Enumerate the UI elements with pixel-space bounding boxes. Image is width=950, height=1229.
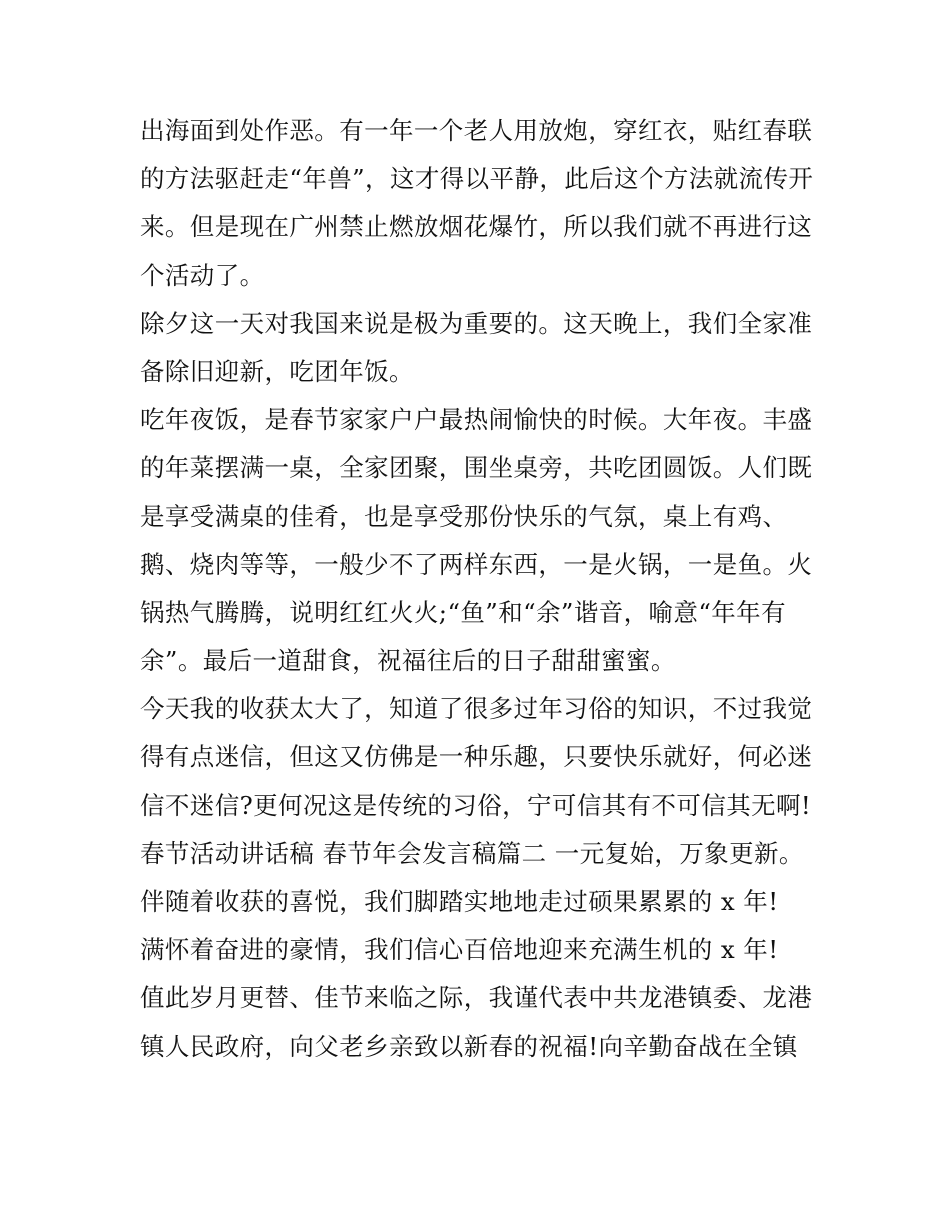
text-line: 锅热气腾腾，说明红红火火;“鱼”和“余”谐音，喻意“年年有 bbox=[140, 597, 786, 627]
text-line: 鹅、烧肉等等，一般少不了两样东西，一是火锅，一是鱼。火 bbox=[140, 549, 813, 579]
text-line: 的年菜摆满一桌，全家团聚，围坐桌旁，共吃团圆饭。人们既 bbox=[140, 453, 813, 483]
text-line: 春节活动讲话稿 春节年会发言稿篇二 一元复始，万象更新。 bbox=[140, 838, 804, 868]
text-line: 余”。最后一道甜食，祝福往后的日子甜甜蜜蜜。 bbox=[140, 646, 676, 676]
text-line: 今天我的收获太大了，知道了很多过年习俗的知识，不过我觉 bbox=[140, 694, 813, 724]
document-text-body bbox=[140, 107, 820, 1071]
text-line: 伴随着收获的喜悦，我们脚踏实地地走过硕果累累的 x 年! bbox=[140, 887, 779, 916]
text-line: 镇人民政府，向父老乡亲致以新春的祝福!向辛勤奋战在全镇 bbox=[140, 1031, 798, 1061]
text-line: 来。但是现在广州禁止燃放烟花爆竹，所以我们就不再进行这 bbox=[140, 212, 813, 242]
text-line: 的方法驱赶走“年兽”，这才得以平静，此后这个方法就流传开 bbox=[140, 164, 814, 194]
text-line: 出海面到处作恶。有一年一个老人用放炮，穿红衣，贴红春联 bbox=[140, 116, 813, 145]
text-line: 得有点迷信，但这又仿佛是一种乐趣，只要快乐就好，何必迷 bbox=[140, 742, 813, 772]
text-line: 信不迷信?更何况这是传统的习俗，宁可信其有不可信其无啊! bbox=[140, 790, 812, 820]
text-line: 吃年夜饭，是春节家家户户最热闹愉快的时候。大年夜。丰盛 bbox=[140, 405, 813, 435]
text-line: 备除旧迎新，吃团年饭。 bbox=[140, 356, 414, 386]
text-line: 满怀着奋进的豪情，我们信心百倍地迎来充满生机的 x 年! bbox=[140, 935, 779, 965]
text-line: 个活动了。 bbox=[140, 260, 265, 290]
text-line: 除夕这一天对我国来说是极为重要的。这天晚上，我们全家准 bbox=[140, 308, 813, 338]
text-line: 是享受满桌的佳肴，也是享受那份快乐的气氛，桌上有鸡、 bbox=[140, 501, 788, 531]
text-line: 值此岁月更替、佳节来临之际，我谨代表中共龙港镇委、龙港 bbox=[140, 983, 813, 1013]
